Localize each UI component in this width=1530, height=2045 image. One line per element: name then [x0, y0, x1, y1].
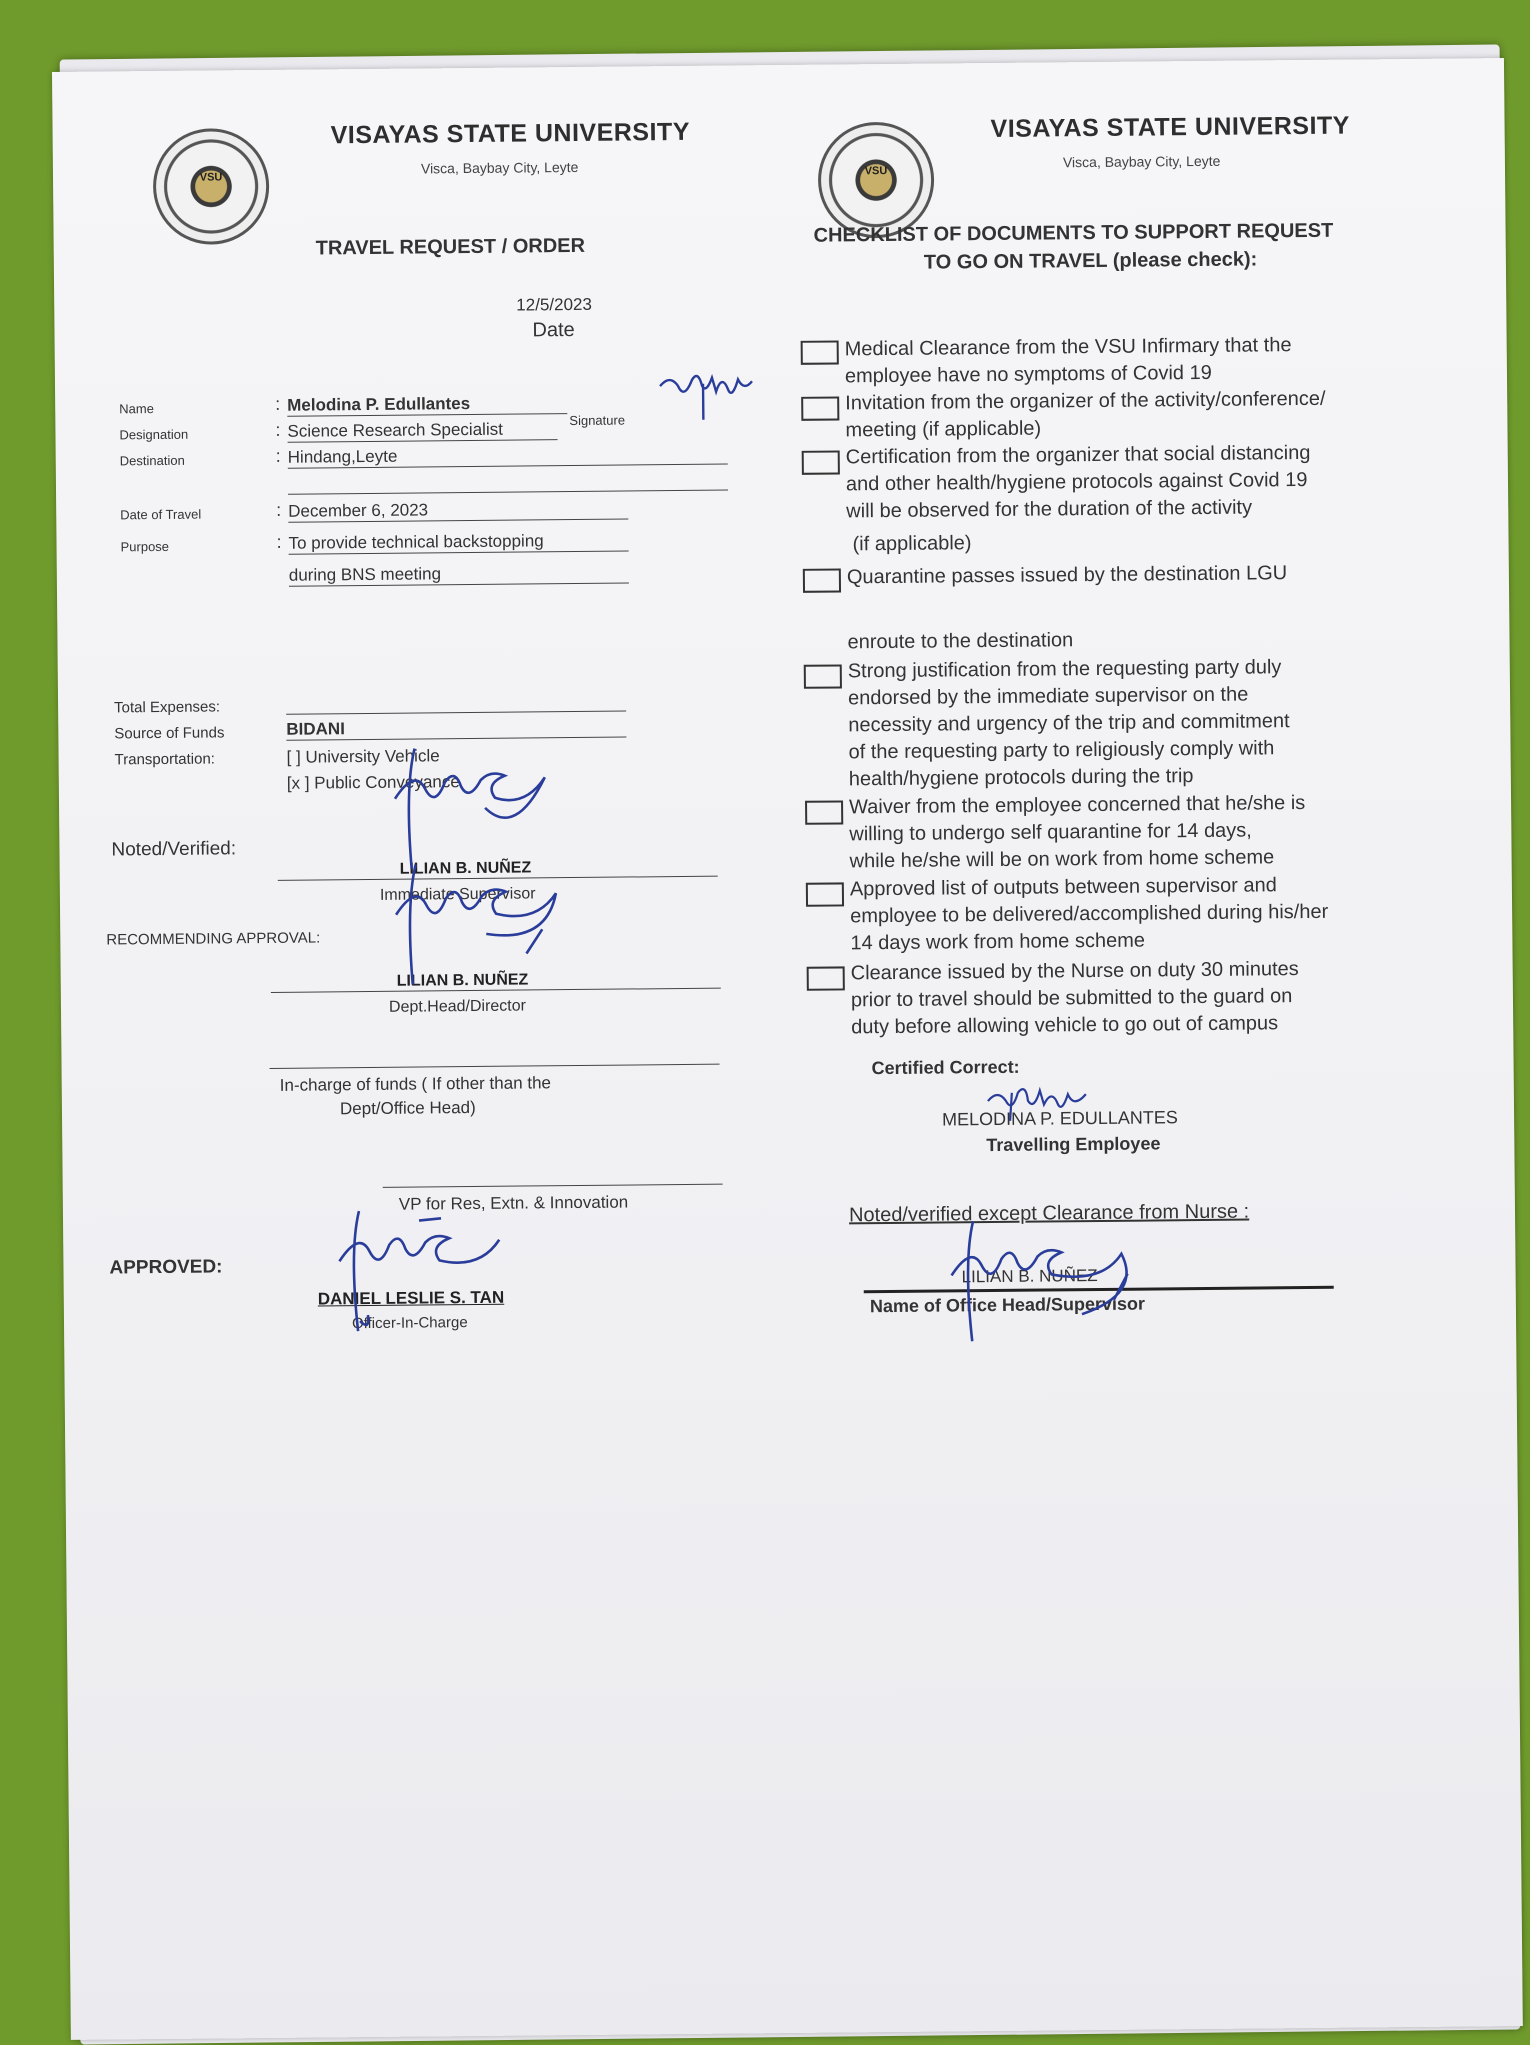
total-expenses-label: Total Expenses:: [114, 698, 221, 717]
date-of-travel-colon: :: [276, 499, 282, 520]
destination-colon: :: [275, 445, 281, 466]
checklist-title-line1: CHECKLIST OF DOCUMENTS TO SUPPORT REQUEST: [813, 219, 1334, 247]
oic-signature-ink: [319, 1200, 520, 1342]
purpose-line1: To provide technical backstopping: [288, 530, 628, 554]
noted-except-nurse-label: Noted/verified except Clearance from Nurse :: [848, 1200, 1250, 1227]
funds-incharge-label-line1: In-charge of funds ( If other than the: [279, 1073, 552, 1095]
employee-signature-ink-2: [982, 1074, 1122, 1125]
destination-label: Destination: [119, 452, 185, 469]
date-value: 12/5/2023: [516, 294, 592, 315]
destination-extra-line: [288, 490, 728, 495]
designation-value: Science Research Specialist: [287, 419, 557, 443]
checklist-item-8: Clearance issued by the Nurse on duty 30 minutes prior to travel should be submitted to the guard on duty before allowing vehicle to go out of campus: [850, 958, 1299, 1039]
funds-incharge-label-line2: Dept/Office Head): [339, 1097, 476, 1119]
checklist-item-5: Strong justification from the requesting party duly endorsed by the immediate supervisor on the necessity and urgency of the trip and commitment of the requesting party to religiously comply with health/hygiene protocols during the trip: [847, 656, 1290, 791]
source-of-funds-label: Source of Funds: [114, 724, 225, 743]
date-of-travel-value: December 6, 2023: [288, 498, 628, 522]
director-signature-ink: [375, 843, 566, 995]
funds-incharge-line: [270, 1064, 720, 1069]
director-name: LILIAN B. NUÑEZ: [396, 971, 529, 990]
university-seal-right: VSU: [818, 122, 935, 239]
approved-label: APPROVED:: [109, 1256, 223, 1279]
noted-verified-label: Noted/Verified:: [111, 838, 237, 861]
designation-colon: :: [275, 419, 281, 440]
vp-signature-line: [383, 1184, 723, 1188]
university-seal-left: VSU: [153, 128, 270, 245]
office-head-name: LILIAN B. NUÑEZ: [961, 1266, 1098, 1287]
purpose-label: Purpose: [120, 538, 170, 555]
checklist-item-7: Approved list of outputs between supervisor and employee to be delivered/accomplished during his/her 14 days work from home scheme: [849, 874, 1329, 955]
checklist-checkbox-5[interactable]: [804, 664, 842, 688]
university-address-right: Visca, Baybay City, Leyte: [1062, 152, 1221, 171]
travel-request-form: [52, 58, 1523, 2040]
checklist-checkbox-2[interactable]: [801, 396, 839, 420]
total-expenses-line: [286, 711, 626, 715]
checklist-checkbox-3[interactable]: [802, 450, 840, 474]
source-of-funds-value: BIDANI: [286, 717, 626, 741]
date-of-travel-label: Date of Travel: [120, 506, 202, 523]
checklist-item-1: Medical Clearance from the VSU Infirmary that the employee have no symptoms of Covid 19: [844, 334, 1292, 388]
date-label: Date: [532, 318, 575, 342]
vp-label: VP for Res, Extn. & Innovation: [398, 1192, 629, 1214]
university-name-left: VISAYAS STATE UNIVERSITY: [330, 117, 691, 150]
oic-name: DANIEL LESLIE S. TAN: [317, 1287, 505, 1309]
transport-option-public-conveyance: [x ] Public Conveyance: [286, 772, 460, 793]
name-colon: :: [275, 393, 281, 414]
signature-label: Signature: [569, 412, 626, 429]
employee-signature-ink: [655, 365, 766, 426]
transportation-label: Transportation:: [114, 750, 216, 769]
university-name-right: VISAYAS STATE UNIVERSITY: [990, 111, 1351, 143]
form-title: TRAVEL REQUEST / ORDER: [315, 234, 586, 260]
office-head-title: Name of Office Head/Supervisor: [869, 1293, 1146, 1317]
employee-name: MELODINA P. EDULLANTES: [942, 1107, 1178, 1130]
checklist-checkbox-6[interactable]: [805, 800, 843, 824]
director-title: Dept.Head/Director: [388, 997, 527, 1016]
checklist-title-line2: TO GO ON TRAVEL (please check):: [923, 248, 1258, 274]
designation-label: Designation: [119, 426, 189, 443]
certified-correct-label: Certified Correct:: [871, 1056, 1020, 1079]
checklist-checkbox-7[interactable]: [806, 882, 844, 906]
office-head-signature-ink: [933, 1209, 1164, 1351]
checklist-item-6: Waiver from the employee concerned that he/she is willing to undergo self quarantine for 14 days, while he/she will be on work from home scheme: [848, 792, 1306, 873]
checklist-checkbox-1[interactable]: [801, 340, 839, 364]
oic-title: Officer-In-Charge: [351, 1314, 468, 1333]
purpose-colon: :: [276, 531, 282, 552]
checklist-checkbox-8[interactable]: [807, 966, 845, 990]
checklist-item-3: Certification from the organizer that social distancing and other health/hygiene protocols against Covid 19 will be observed for the duration of the activity (if applicable): [845, 441, 1311, 556]
destination-value: Hindang,Leyte: [288, 444, 728, 469]
checklist-item-2: Invitation from the organizer of the activity/conference/ meeting (if applicable): [845, 387, 1326, 442]
employee-title: Travelling Employee: [986, 1133, 1161, 1156]
university-address-left: Visca, Baybay City, Leyte: [420, 158, 579, 177]
checklist-checkbox-4[interactable]: [803, 568, 841, 592]
recommending-approval-label: RECOMMENDING APPROVAL:: [106, 929, 321, 949]
transport-option-university-vehicle: [ ] University Vehicle: [286, 746, 440, 767]
name-label: Name: [119, 401, 154, 417]
supervisor-title: Immediate Supervisor: [379, 885, 536, 904]
name-value: Melodina P. Edullantes: [287, 393, 567, 417]
checklist-item-4: Quarantine passes issued by the destination LGU enroute to the destination: [846, 562, 1288, 654]
purpose-line2: during BNS meeting: [289, 562, 629, 586]
supervisor-name: LILIAN B. NUÑEZ: [399, 859, 532, 878]
